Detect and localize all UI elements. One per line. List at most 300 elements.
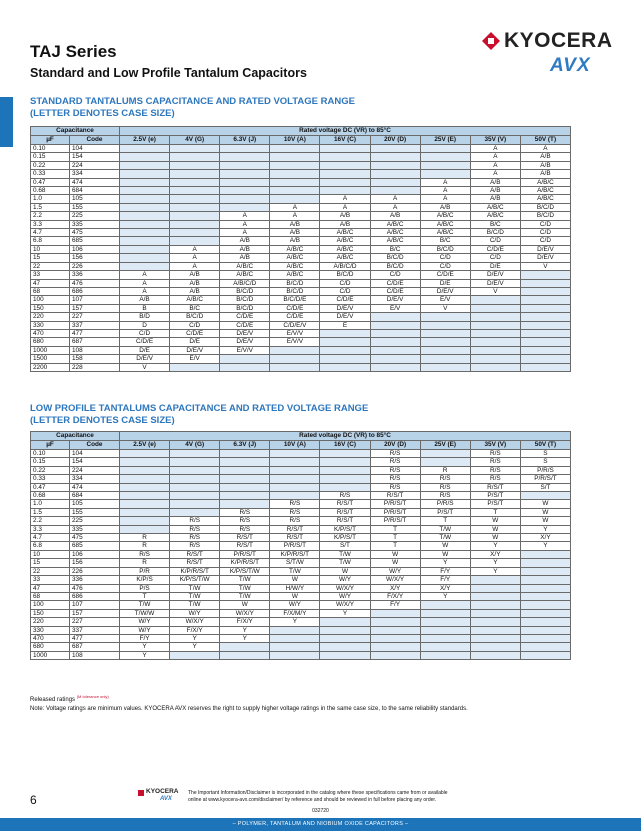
case-size-cell: B — [120, 304, 170, 312]
capacitance-code-cell: 156 — [70, 254, 120, 262]
capacitance-code-cell: 336 — [70, 576, 120, 584]
case-size-cell: W — [220, 601, 270, 609]
empty-cell — [470, 355, 520, 363]
case-size-cell: R/S — [170, 534, 220, 542]
case-size-cell: W/Y — [120, 626, 170, 634]
voltage-column-header: 25V (E) — [420, 441, 470, 450]
empty-cell — [420, 145, 470, 153]
case-size-cell: C/D — [420, 254, 470, 262]
case-size-cell: R/S/T — [470, 483, 520, 491]
capacitance-code-cell: 684 — [70, 187, 120, 195]
capacitance-code-cell: 335 — [70, 220, 120, 228]
case-size-cell: A/B/C — [420, 229, 470, 237]
capacitance-uf-cell: 10 — [31, 245, 70, 253]
voltage-column-header: 6.3V (J) — [220, 441, 270, 450]
table-row — [31, 626, 571, 634]
case-size-cell: A/B — [470, 187, 520, 195]
empty-cell — [270, 466, 320, 474]
empty-cell — [420, 170, 470, 178]
case-size-cell: A/B/C — [270, 262, 320, 270]
case-size-cell: A/B/C — [270, 254, 320, 262]
case-size-cell: D/E — [470, 262, 520, 270]
capacitance-uf-cell: 100 — [31, 296, 70, 304]
case-size-cell: A/B/C — [320, 237, 370, 245]
empty-cell — [170, 651, 220, 659]
case-size-cell: W/Y — [170, 609, 220, 617]
case-size-cell: W — [370, 550, 420, 558]
table-row — [31, 321, 571, 329]
empty-cell — [220, 187, 270, 195]
case-size-cell: B/C/D — [470, 229, 520, 237]
empty-cell — [120, 483, 170, 491]
case-size-cell: A — [320, 203, 370, 211]
table-row — [31, 492, 571, 500]
empty-cell — [370, 329, 420, 337]
table-row — [31, 254, 571, 262]
case-size-cell: K/P/S/T/W — [220, 567, 270, 575]
case-size-cell: A — [420, 187, 470, 195]
table-row — [31, 634, 571, 642]
case-size-cell: D/E — [120, 346, 170, 354]
empty-cell — [120, 161, 170, 169]
empty-cell — [320, 346, 370, 354]
case-size-cell: E/V — [170, 355, 220, 363]
capacitance-uf-cell: 4.7 — [31, 229, 70, 237]
case-size-cell: P/R/S — [420, 500, 470, 508]
empty-cell — [470, 626, 520, 634]
case-size-cell: A — [120, 279, 170, 287]
case-size-cell: S/T/W — [270, 559, 320, 567]
capacitance-code-cell: 224 — [70, 466, 120, 474]
capacitance-code-cell: 106 — [70, 245, 120, 253]
case-size-cell: R/S — [320, 492, 370, 500]
case-size-cell: A — [270, 212, 320, 220]
case-size-cell: C/D/E — [270, 313, 320, 321]
case-size-cell: W — [320, 567, 370, 575]
case-size-cell: R/S — [220, 525, 270, 533]
case-size-cell: W/Y — [320, 576, 370, 584]
case-size-cell: T — [470, 508, 520, 516]
empty-cell — [120, 262, 170, 270]
capacitance-uf-cell: 6.8 — [31, 542, 70, 550]
case-size-cell: C/D/E — [370, 279, 420, 287]
case-size-cell: T/W — [170, 601, 220, 609]
capacitance-code-cell: 476 — [70, 279, 120, 287]
empty-cell — [370, 153, 420, 161]
case-size-cell: A/B/C — [170, 296, 220, 304]
capacitance-uf-cell: 0.33 — [31, 475, 70, 483]
capacitance-code-cell: 476 — [70, 584, 120, 592]
case-size-cell: T/W — [170, 584, 220, 592]
code-header: Code — [70, 136, 120, 145]
case-size-cell: W/X/Y — [320, 601, 370, 609]
empty-cell — [370, 634, 420, 642]
empty-cell — [420, 153, 470, 161]
case-size-cell: B/C/D — [420, 245, 470, 253]
capacitance-uf-cell: 150 — [31, 609, 70, 617]
table-row — [31, 483, 571, 491]
case-size-cell: A — [520, 145, 570, 153]
capacitance-uf-cell: 2.2 — [31, 212, 70, 220]
case-size-cell: D/E — [170, 338, 220, 346]
empty-cell — [170, 450, 220, 458]
case-size-cell: K/P/R/S/T — [170, 567, 220, 575]
capacitance-uf-cell: 0.22 — [31, 466, 70, 474]
capacitance-code-cell: 226 — [70, 567, 120, 575]
empty-cell — [520, 346, 570, 354]
case-size-cell: C/D — [320, 287, 370, 295]
case-size-cell: A/B — [270, 220, 320, 228]
table-row — [31, 609, 571, 617]
capacitance-uf-cell: 22 — [31, 567, 70, 575]
case-size-cell: V — [470, 287, 520, 295]
empty-cell — [320, 153, 370, 161]
empty-cell — [220, 492, 270, 500]
empty-cell — [220, 145, 270, 153]
empty-cell — [170, 203, 220, 211]
table-row — [31, 195, 571, 203]
empty-cell — [220, 500, 270, 508]
voltage-column-header: 50V (T) — [520, 136, 570, 145]
case-size-cell: Y — [520, 525, 570, 533]
empty-cell — [520, 618, 570, 626]
case-size-cell: A/B/C — [270, 271, 320, 279]
case-size-cell: A — [170, 262, 220, 270]
empty-cell — [470, 584, 520, 592]
case-size-cell: C/D/E — [220, 313, 270, 321]
case-size-cell: S/T — [520, 483, 570, 491]
case-size-cell: C/D — [420, 262, 470, 270]
empty-cell — [420, 313, 470, 321]
capacitance-code-cell: 477 — [70, 634, 120, 642]
table-row — [31, 643, 571, 651]
case-size-cell: R — [120, 534, 170, 542]
empty-cell — [170, 237, 220, 245]
case-size-cell: B/C — [470, 220, 520, 228]
case-size-cell: R/S/T — [270, 525, 320, 533]
case-size-cell: C/D/E — [170, 329, 220, 337]
empty-cell — [220, 363, 270, 371]
case-size-cell: R/S — [270, 517, 320, 525]
table-row — [31, 220, 571, 228]
empty-cell — [120, 492, 170, 500]
voltage-column-header: 35V (V) — [470, 441, 520, 450]
case-size-cell: C/D — [370, 271, 420, 279]
empty-cell — [520, 651, 570, 659]
empty-cell — [220, 475, 270, 483]
empty-cell — [120, 237, 170, 245]
table-row — [31, 329, 571, 337]
case-size-cell: R/S — [420, 483, 470, 491]
case-size-cell: P/S/T — [420, 508, 470, 516]
case-size-cell: R/S — [470, 466, 520, 474]
case-size-cell: W — [270, 576, 320, 584]
logo-wordmark: KYOCERA — [504, 29, 613, 52]
capacitance-code-cell: 157 — [70, 304, 120, 312]
case-size-cell: A/B/C — [220, 271, 270, 279]
empty-cell — [370, 161, 420, 169]
empty-cell — [170, 195, 220, 203]
table-row — [31, 559, 571, 567]
case-size-cell: B/D — [120, 313, 170, 321]
empty-cell — [370, 651, 420, 659]
empty-cell — [520, 279, 570, 287]
case-size-cell: W — [470, 534, 520, 542]
empty-cell — [120, 178, 170, 186]
table-row — [31, 517, 571, 525]
empty-cell — [520, 643, 570, 651]
case-size-cell: B/C/D — [220, 296, 270, 304]
case-size-cell: T — [420, 517, 470, 525]
case-size-cell: R/S — [370, 466, 420, 474]
empty-cell — [220, 651, 270, 659]
case-size-cell: T — [370, 542, 420, 550]
empty-cell — [370, 626, 420, 634]
empty-cell — [470, 634, 520, 642]
case-size-cell: W/X/Y — [320, 584, 370, 592]
case-size-cell: Y — [470, 542, 520, 550]
capacitance-code-cell: 155 — [70, 203, 120, 211]
case-size-cell: W/X/Y — [170, 618, 220, 626]
case-size-cell: W — [470, 525, 520, 533]
case-size-cell: R/S/T — [320, 517, 370, 525]
empty-cell — [170, 220, 220, 228]
empty-cell — [320, 466, 370, 474]
code-header: Code — [70, 441, 120, 450]
empty-cell — [120, 170, 170, 178]
empty-cell — [520, 304, 570, 312]
capacitance-uf-cell: 220 — [31, 313, 70, 321]
case-size-cell: D — [120, 321, 170, 329]
empty-cell — [470, 304, 520, 312]
case-size-cell: Y — [420, 592, 470, 600]
empty-cell — [470, 576, 520, 584]
table-row — [31, 651, 571, 659]
case-size-cell: D/E/V — [170, 346, 220, 354]
capacitance-uf-cell: 1000 — [31, 651, 70, 659]
capacitance-uf-cell: 0.15 — [31, 153, 70, 161]
capacitance-uf-cell: 2200 — [31, 363, 70, 371]
case-size-cell: C/D/E — [120, 338, 170, 346]
case-size-cell: B/C — [370, 245, 420, 253]
page-number: 6 — [30, 793, 37, 807]
empty-cell — [170, 187, 220, 195]
case-size-cell: X/Y — [370, 584, 420, 592]
case-size-cell: W — [420, 542, 470, 550]
case-size-cell: R/S — [170, 525, 220, 533]
empty-cell — [170, 492, 220, 500]
case-size-cell: C/D — [520, 220, 570, 228]
standard-title-line1: STANDARD TANTALUMS CAPACITANCE AND RATED VOLTAGE RANGE — [30, 96, 355, 107]
case-size-cell: C/D — [470, 237, 520, 245]
page-subtitle: Standard and Low Profile Tantalum Capacitors — [30, 66, 307, 80]
case-size-cell: A/B — [170, 271, 220, 279]
table-row — [31, 296, 571, 304]
case-size-cell: R/S/T — [170, 550, 220, 558]
case-size-cell: D/E/V — [370, 296, 420, 304]
empty-cell — [370, 355, 420, 363]
empty-cell — [470, 592, 520, 600]
case-size-cell: V — [520, 262, 570, 270]
table-row — [31, 313, 571, 321]
empty-cell — [220, 483, 270, 491]
capacitance-code-cell: 105 — [70, 195, 120, 203]
capacitance-uf-cell: 33 — [31, 271, 70, 279]
case-size-cell: V — [420, 304, 470, 312]
voltage-column-header: 2.5V (e) — [120, 136, 170, 145]
capacitance-code-cell: 475 — [70, 534, 120, 542]
empty-cell — [420, 363, 470, 371]
empty-cell — [170, 466, 220, 474]
table-row — [31, 271, 571, 279]
empty-cell — [520, 592, 570, 600]
case-size-cell: A — [220, 229, 270, 237]
capacitance-code-cell: 684 — [70, 492, 120, 500]
case-size-cell: P/R/S/T — [370, 508, 420, 516]
case-size-cell: F/Y — [420, 567, 470, 575]
standard-capacitance-table — [30, 126, 571, 372]
empty-cell — [220, 466, 270, 474]
case-size-cell: S — [520, 450, 570, 458]
case-size-cell: W — [420, 550, 470, 558]
low-profile-section-title — [30, 403, 368, 427]
capacitance-code-cell: 156 — [70, 559, 120, 567]
empty-cell — [370, 178, 420, 186]
empty-cell — [470, 346, 520, 354]
case-size-cell: R — [420, 466, 470, 474]
released-sup: (M tolerance only) — [76, 694, 109, 699]
case-size-cell: A — [370, 203, 420, 211]
case-size-cell: A/B/C — [270, 245, 320, 253]
empty-cell — [520, 355, 570, 363]
case-size-cell: B/C/D — [270, 287, 320, 295]
case-size-cell: R/S/T — [220, 534, 270, 542]
case-size-cell: F/X/Y — [170, 626, 220, 634]
empty-cell — [470, 618, 520, 626]
case-size-cell: A — [470, 153, 520, 161]
empty-cell — [370, 346, 420, 354]
voltage-column-header: 4V (G) — [170, 441, 220, 450]
capacitance-uf-cell: 330 — [31, 321, 70, 329]
empty-cell — [120, 500, 170, 508]
case-size-cell: A — [420, 195, 470, 203]
capacitance-uf-cell: 220 — [31, 618, 70, 626]
side-accent-bar — [0, 97, 13, 147]
empty-cell — [120, 458, 170, 466]
case-size-cell: A/B/C/D — [320, 262, 370, 270]
voltage-header: Rated voltage DC (VR) to 85°C — [120, 127, 571, 136]
case-size-cell: R/S — [220, 517, 270, 525]
empty-cell — [270, 483, 320, 491]
case-size-cell: W — [520, 500, 570, 508]
empty-cell — [420, 346, 470, 354]
kyocera-mark-icon — [138, 790, 144, 796]
empty-cell — [270, 450, 320, 458]
empty-cell — [520, 584, 570, 592]
case-size-cell: R/S/T — [220, 542, 270, 550]
table-row — [31, 363, 571, 371]
empty-cell — [170, 212, 220, 220]
case-size-cell: X/Y — [470, 550, 520, 558]
case-size-cell: E/V/V — [270, 338, 320, 346]
capacitance-uf-cell: 0.68 — [31, 187, 70, 195]
case-size-cell: X/Y — [420, 584, 470, 592]
case-size-cell: R/S/T — [270, 534, 320, 542]
capacitance-code-cell: 104 — [70, 145, 120, 153]
case-size-cell: A — [270, 203, 320, 211]
standard-title-line2: (LETTER DENOTES CASE SIZE) — [30, 108, 175, 119]
empty-cell — [520, 296, 570, 304]
capacitance-code-cell: 227 — [70, 313, 120, 321]
case-size-cell: A — [220, 212, 270, 220]
case-size-cell: D/E/V — [120, 355, 170, 363]
case-size-cell: D/E/V — [420, 287, 470, 295]
empty-cell — [170, 229, 220, 237]
empty-cell — [220, 195, 270, 203]
capacitance-uf-cell: 4.7 — [31, 534, 70, 542]
capacitance-uf-cell: 68 — [31, 592, 70, 600]
voltage-column-header: 10V (A) — [270, 441, 320, 450]
empty-cell — [170, 153, 220, 161]
empty-cell — [220, 161, 270, 169]
table-row — [31, 508, 571, 516]
case-size-cell: C/D/E — [420, 271, 470, 279]
empty-cell — [220, 458, 270, 466]
capacitance-uf-cell: 68 — [31, 287, 70, 295]
empty-cell — [520, 338, 570, 346]
empty-cell — [520, 567, 570, 575]
empty-cell — [470, 651, 520, 659]
case-size-cell: A/B/C — [320, 229, 370, 237]
empty-cell — [120, 203, 170, 211]
capacitance-code-cell: 155 — [70, 508, 120, 516]
case-size-cell: B/C/D — [520, 212, 570, 220]
empty-cell — [370, 618, 420, 626]
case-size-cell: Y — [120, 643, 170, 651]
capacitance-code-cell: 686 — [70, 592, 120, 600]
case-size-cell: A/B/C — [520, 195, 570, 203]
case-size-cell: A/B/C — [370, 237, 420, 245]
empty-cell — [170, 178, 220, 186]
capacitance-uf-cell: 680 — [31, 643, 70, 651]
capacitance-uf-cell: 1.5 — [31, 203, 70, 211]
voltage-column-header: 4V (G) — [170, 136, 220, 145]
empty-cell — [520, 550, 570, 558]
page-title: TAJ Series — [30, 42, 117, 61]
case-size-cell: F/Y — [420, 576, 470, 584]
capacitance-uf-cell: 150 — [31, 304, 70, 312]
empty-cell — [270, 153, 320, 161]
empty-cell — [470, 321, 520, 329]
case-size-cell: A/B/C — [370, 220, 420, 228]
empty-cell — [320, 475, 370, 483]
empty-cell — [120, 145, 170, 153]
capacitance-code-cell: 158 — [70, 355, 120, 363]
case-size-cell: A — [420, 178, 470, 186]
empty-cell — [170, 458, 220, 466]
capacitance-uf-cell: 47 — [31, 279, 70, 287]
capacitance-uf-cell: 3.3 — [31, 525, 70, 533]
table-row — [31, 542, 571, 550]
capacitance-uf-cell: 100 — [31, 601, 70, 609]
case-size-cell: T/W — [120, 601, 170, 609]
empty-cell — [120, 229, 170, 237]
case-size-cell: A/B/C — [420, 220, 470, 228]
footer-logo-word: KYOCERA — [146, 788, 179, 795]
capacitance-uf-cell: 6.8 — [31, 237, 70, 245]
capacitance-uf-cell: 0.47 — [31, 178, 70, 186]
empty-cell — [120, 245, 170, 253]
